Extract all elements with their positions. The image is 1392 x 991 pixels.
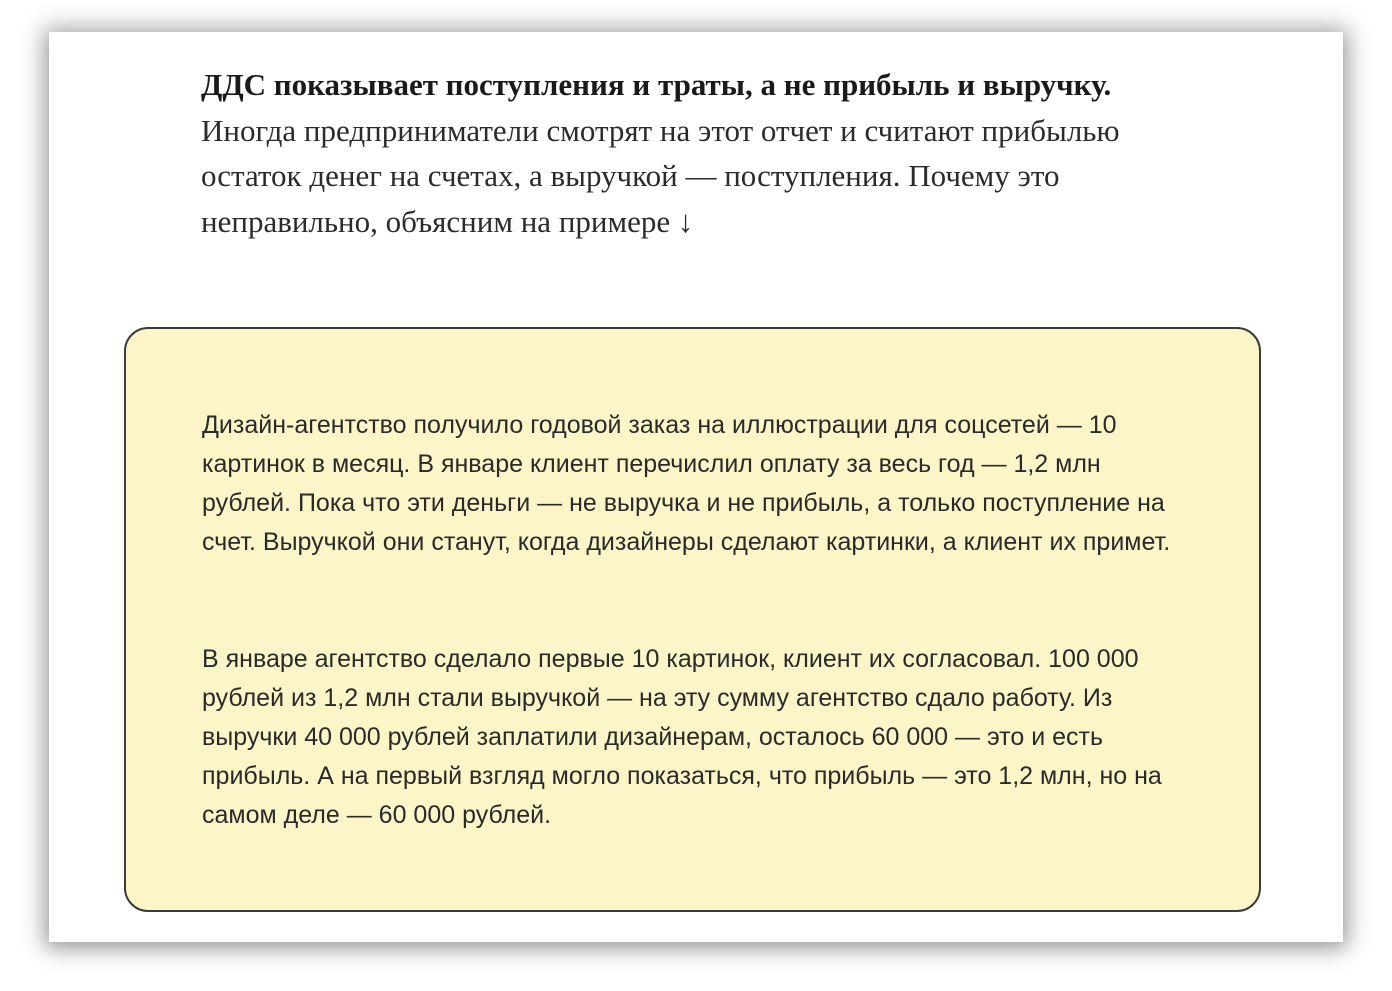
callout-paragraph-1: Дизайн-агентство получило годовой заказ на иллюстрации для соцсетей — 10 картинок в месяц. В январе клиент перечислил оплату за весь год — 1,2 млн рублей. Пока что эти деньги — не выручка и не прибыль, а только поступление на счет. Выручкой они станут, когда дизайнеры сделают картинки, а клиент их примет. bbox=[202, 411, 1171, 556]
article-sheet bbox=[49, 32, 1343, 942]
callout-paragraph-2: В январе агентство сделало первые 10 картинок, клиент их согласовал. 100 000 рублей из 1,2 млн стали выручкой — на эту сумму агентство сдало работу. Из выручки 40 000 рублей заплатили дизайнерам, осталось 60 000 — это и есть прибыль. А на первый взгляд могло показаться, что прибыль — это 1,2 млн, но на самом деле — 60 000 рублей. bbox=[202, 645, 1162, 829]
example-callout-box bbox=[124, 327, 1261, 912]
intro-bold-lead: ДДС показывает поступления и траты, а не прибыль и выручку. bbox=[201, 67, 1112, 102]
intro-text: Иногда предприниматели смотрят на этот отчет и считают прибылью остаток денег на счетах, а выручкой — поступления. Почему это неправильно, объясним на примере ↓ bbox=[201, 112, 1120, 239]
intro-paragraph bbox=[201, 62, 1161, 244]
